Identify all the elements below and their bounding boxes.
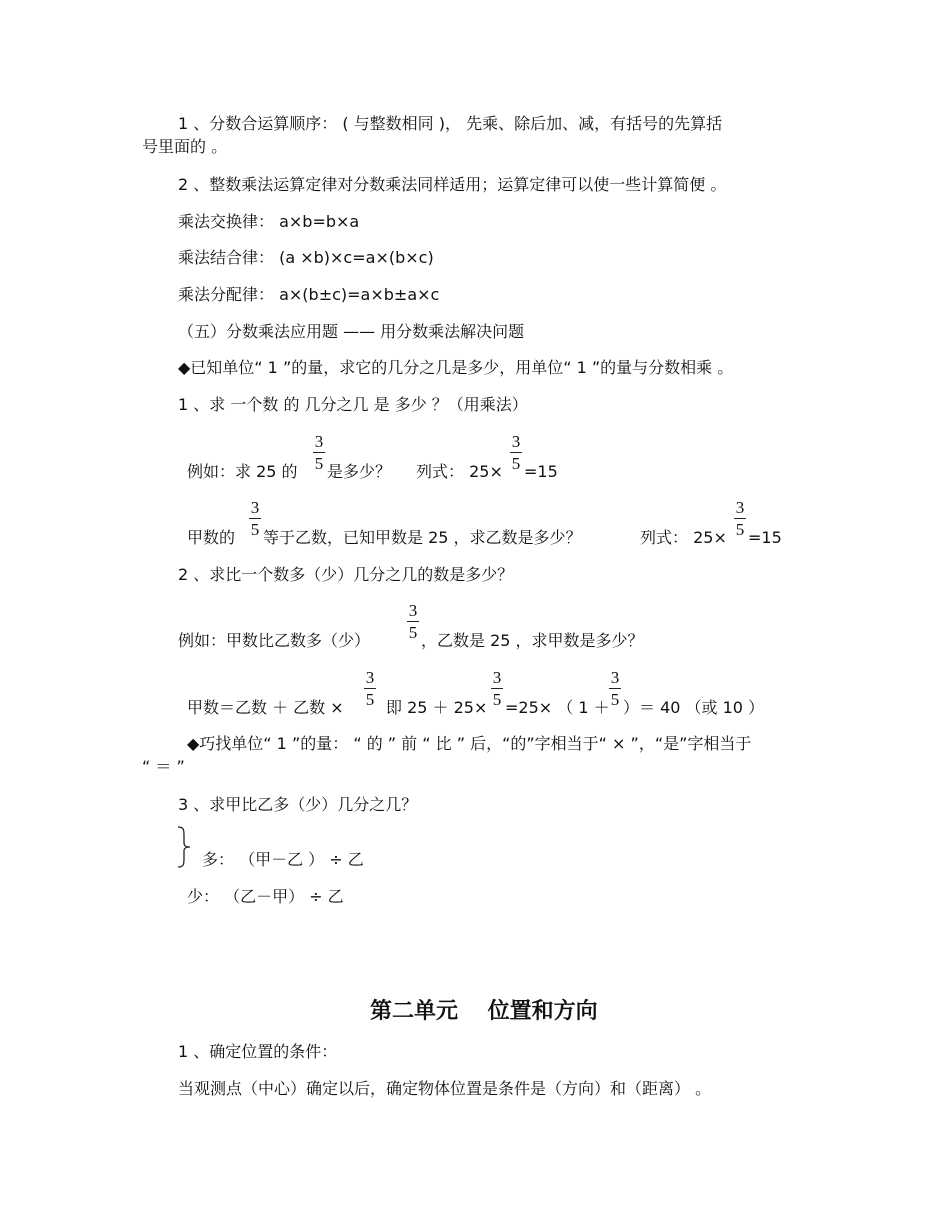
- associative-law: 乘法结合律： (a ×b)×c=a×(b×c): [178, 248, 434, 267]
- fraction-3-5: 3 5: [314, 432, 324, 473]
- unit-two-title: 第二单元 位置和方向: [370, 999, 598, 1024]
- fraction-3-5: 3 5: [365, 668, 375, 709]
- position-condition-title: 1 、确定位置的条件：: [178, 1042, 338, 1061]
- example-4-text-d: ）＝ 40 （或 10 ）: [623, 698, 765, 717]
- example-4-text-c: =25× （ 1 ＋: [505, 698, 610, 717]
- fraction-3-5: 3 5: [250, 498, 260, 539]
- commutative-law: 乘法交换律： a×b=b×a: [178, 212, 360, 231]
- brace-icon: [176, 826, 192, 868]
- less-formula: 少： （乙－甲） ÷ 乙: [187, 887, 344, 906]
- fraction-3-5: 3 5: [735, 498, 745, 539]
- question-type-3: 3 、求甲比乙多（少）几分之几？: [178, 795, 418, 814]
- example-2-text-b: 等于乙数，已知甲数是 25 ，求乙数是多少？: [263, 528, 582, 547]
- question-type-2: 2 、求比一个数多（少）几分之几的数是多少？: [178, 565, 514, 584]
- example-1-result: =15: [524, 462, 558, 481]
- rule-order-line-2: 号里面的 。: [142, 137, 228, 156]
- example-4-text-a: 甲数＝乙数 ＋ 乙数 ×: [187, 698, 344, 717]
- example-4-text-b: 即 25 ＋ 25×: [386, 698, 488, 717]
- tip-line-2: “ ＝ ”: [142, 757, 185, 776]
- example-1-formula: 列式： 25×: [416, 462, 503, 481]
- tip-line-1: ◆巧找单位“ 1 ”的量： “ 的 ” 前 “ 比 ” 后，“的”字相当于“ × ”，“是”字相当于: [187, 734, 752, 753]
- distributive-law: 乘法分配律： a×(b±c)=a×b±a×c: [178, 285, 440, 304]
- law-applicability: 2 、整数乘法运算定律对分数乘法同样适用；运算定律可以使一些计算简便 。: [178, 175, 727, 194]
- more-formula: 多： （甲－乙 ） ÷ 乙: [202, 850, 364, 869]
- unit-one-rule: ◆已知单位“ 1 ”的量，求它的几分之几是多少，用单位“ 1 ”的量与分数相乘 。: [178, 358, 734, 377]
- fraction-3-5: 3 5: [610, 668, 620, 709]
- example-3-text-a: 例如：甲数比乙数多（少）: [178, 631, 371, 650]
- question-type-1: 1 、求 一个数 的 几分之几 是 多少 ？（用乘法）: [178, 395, 528, 414]
- example-2-text-a: 甲数的: [187, 528, 236, 547]
- fraction-3-5: 3 5: [511, 432, 521, 473]
- example-1-text-b: 是多少？: [327, 462, 392, 481]
- fraction-3-5: 3 5: [408, 601, 418, 642]
- example-3-text-b: ，乙数是 25 ，求甲数是多少？: [421, 631, 644, 650]
- example-1-text-a: 例如：求 25 的: [187, 462, 298, 481]
- fraction-3-5: 3 5: [492, 668, 502, 709]
- position-condition-text: 当观测点（中心）确定以后，确定物体位置是条件是（方向）和（距离） 。: [178, 1079, 712, 1098]
- rule-order-line-1: 1 、分数合运算顺序： ( 与整数相同 )， 先乘、除后加、减，有括号的先算括: [178, 114, 723, 133]
- section-five-title: （五）分数乘法应用题 —— 用分数乘法解决问题: [178, 322, 525, 341]
- example-2-result: =15: [748, 528, 782, 547]
- example-2-formula: 列式： 25×: [640, 528, 727, 547]
